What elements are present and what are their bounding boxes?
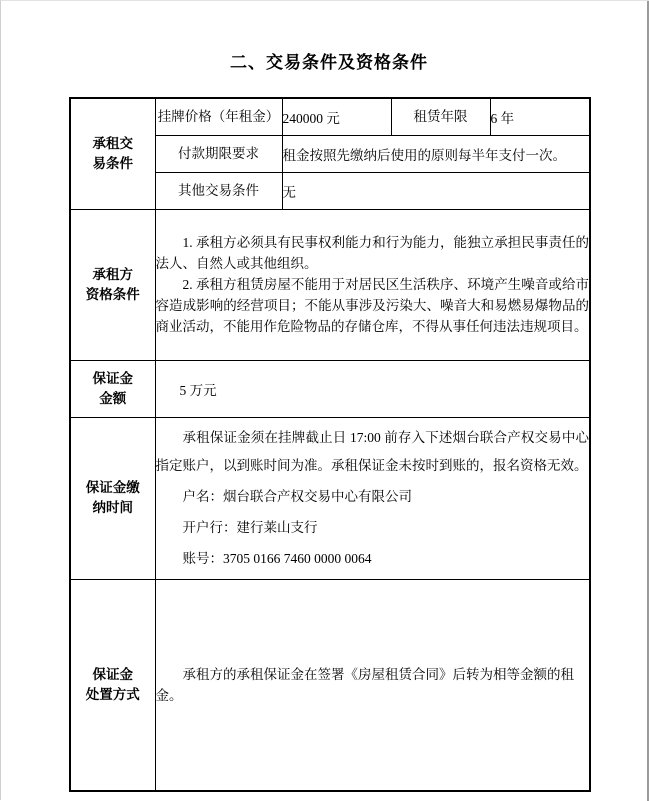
table-row <box>70 360 590 417</box>
table-row <box>70 417 590 579</box>
row-label-deposit-disposal <box>70 579 155 791</box>
label-line: 易条件 <box>92 155 133 171</box>
row-label-lessee-qualification <box>70 209 155 360</box>
payment-terms-value: 租金按照先缴纳后使用的原则每半年支付一次。 <box>282 135 590 172</box>
other-conditions-label: 其他交易条件 <box>155 172 282 209</box>
bank-branch: 开户行：建行莱山支行 <box>182 519 318 535</box>
table-row <box>70 98 590 135</box>
label-line: 保证金缴 <box>85 480 140 495</box>
listing-price-label: 挂牌价格（年租金） <box>155 98 282 135</box>
deposit-payment-content-cell <box>155 417 590 579</box>
conditions-table <box>69 97 591 792</box>
label-line: 保证金 <box>92 370 133 386</box>
deposit-amount-value: 5 万元 <box>155 360 590 417</box>
label-line: 承租方 <box>92 266 133 282</box>
row-label-deposit-payment-time <box>70 417 155 579</box>
label-line: 承租交 <box>92 135 133 151</box>
deposit-payment-intro: 承租保证金须在挂牌截止日 17:00 前存入下述烟台联合产权交易中心指定账户，以到账时间为准。承租保证金未按时到账的，报名资格无效。 <box>155 429 589 473</box>
listing-price-value: 240000 元 <box>282 98 391 135</box>
qualification-item-1: 1. 承租方必须具有民事权利能力和行为能力，能独立承担民事责任的法人、自然人或其他组织。 <box>155 235 589 271</box>
payment-terms-label: 付款期限要求 <box>155 135 282 172</box>
account-number: 账号：3705 0166 7460 0000 0064 <box>182 550 372 566</box>
label-line: 金额 <box>99 390 127 406</box>
label-line: 处置方式 <box>85 686 140 702</box>
row-label-deposit-amount <box>70 360 155 417</box>
lease-term-value: 6 年 <box>490 98 590 135</box>
lease-term-label: 租赁年限 <box>391 98 490 135</box>
deposit-disposal-value: 承租方的承租保证金在签署《房屋租赁合同》后转为相等金额的租金。 <box>155 666 574 703</box>
qualification-item-2: 2. 承租方租赁房屋不能用于对居民区生活秩序、环境产生噪音或给市容造成影响的经营项目；不能从事涉及污染大、噪音大和易燃易爆物品的商业活动，不能用作危险物品的存储仓库，不得从事任何违法违规项目。 <box>155 277 589 334</box>
other-conditions-value: 无 <box>282 172 590 209</box>
label-line: 保证金 <box>92 666 133 682</box>
table-row <box>70 579 590 791</box>
section-title: 二、交易条件及资格条件 <box>230 53 428 72</box>
label-line: 资格条件 <box>85 286 140 302</box>
deposit-disposal-content-cell <box>155 579 590 791</box>
row-label-lease-transaction-conditions <box>70 98 155 209</box>
account-name: 户名：烟台联合产权交易中心有限公司 <box>182 488 412 504</box>
qualification-content-cell <box>155 209 590 360</box>
table-row <box>70 209 590 360</box>
label-line: 纳时间 <box>92 500 133 515</box>
